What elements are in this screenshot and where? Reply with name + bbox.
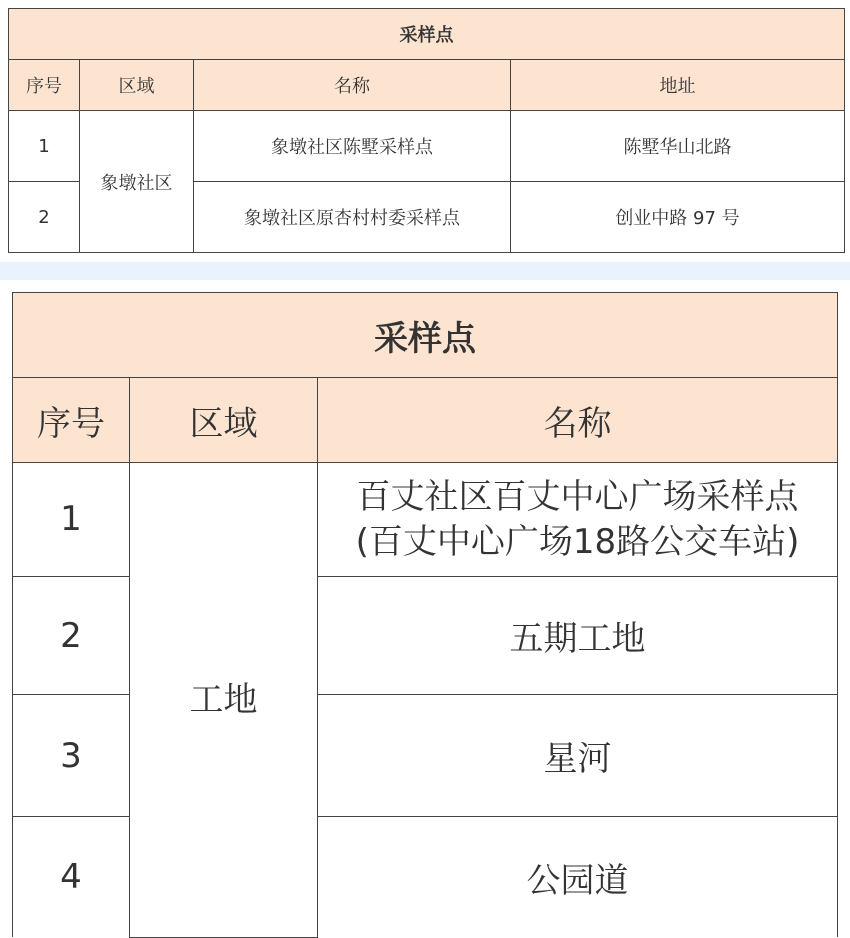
row-area: 工地 [130,463,318,938]
row-seq: 2 [9,182,80,253]
row-address: 创业中路 97 号 [511,182,845,253]
row-seq: 1 [9,111,80,182]
sampling-table-1 [8,8,845,253]
header-seq: 序号 [9,60,80,111]
row-area: 象墩社区 [80,111,194,253]
row-name-line1: 百丈社区百丈中心广场采样点 [356,477,799,518]
table-title: 采样点 [9,9,845,60]
row-name: 五期工地 [318,577,838,695]
row-seq: 4 [13,817,130,938]
header-address: 地址 [511,60,845,111]
row-address: 陈墅华山北路 [511,111,845,182]
table-row [13,463,838,577]
header-seq: 序号 [13,378,130,463]
row-name: 星河 [318,695,838,817]
table-title: 采样点 [13,293,838,378]
header-area: 区域 [80,60,194,111]
row-seq: 1 [13,463,130,577]
header-area: 区域 [130,378,318,463]
row-name: 象墩社区陈墅采样点 [194,111,511,182]
row-name: 公园道 [318,817,838,938]
row-name: 象墩社区原杏村村委采样点 [194,182,511,253]
row-seq: 2 [13,577,130,695]
sampling-table-2 [12,292,838,938]
row-name [318,463,838,577]
header-name: 名称 [318,378,838,463]
header-name: 名称 [194,60,511,111]
section-divider [0,262,850,280]
row-seq: 3 [13,695,130,817]
row-name-line2: (百丈中心广场18路公交车站) [355,521,800,562]
table-row [9,111,845,182]
